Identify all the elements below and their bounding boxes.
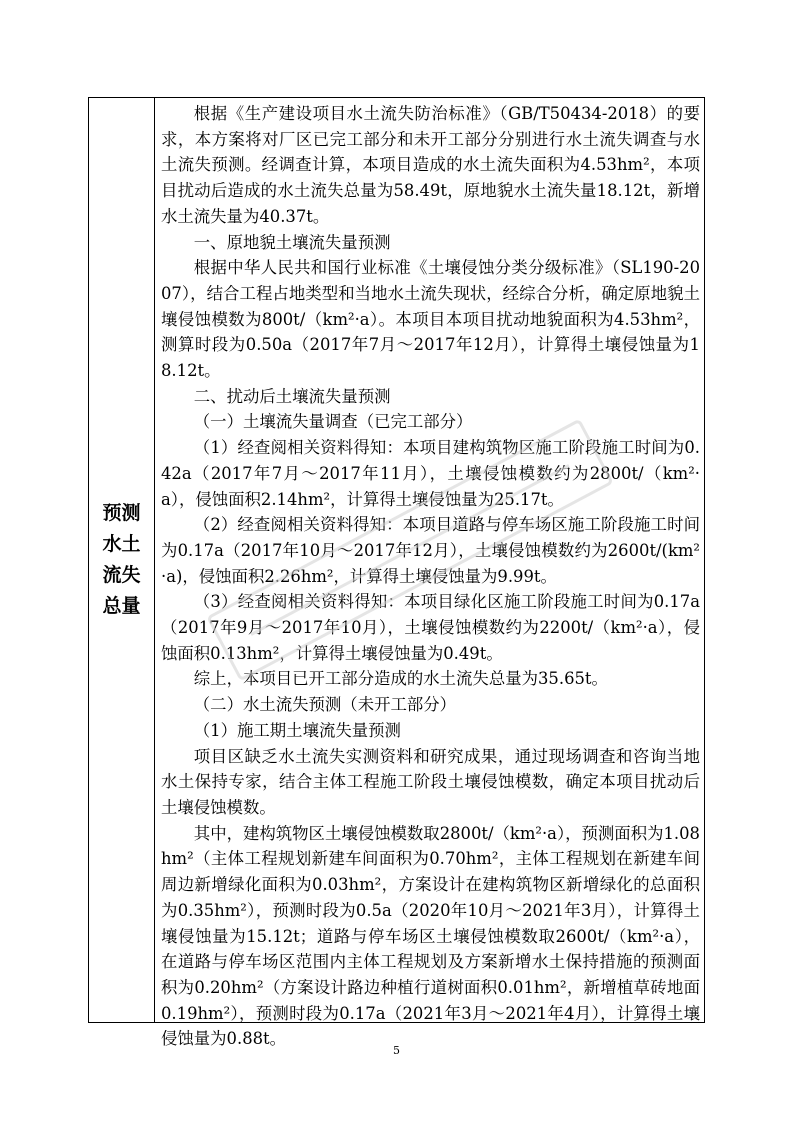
page-number: 5 <box>393 1044 400 1057</box>
paragraph-details: 其中，建构筑物区土壤侵蚀模数取2800t/（km²·a），预测面积为1.08hm²（主体工程规划新建车间面积为0.70hm²，主体工程规划在新建车间周边新增绿化面积为0.03hm²，方案设计在建构筑物区新增绿化的总面积为0.35hm²），预测时段为0.5a（2020年10月～2021年3月），计算得土壤侵蚀量为15.12t；道路与停车场区土壤侵蚀模数取2600t/（km²·a），在道路与停车场区范围内主体工程规划及方案新增水土保持措施的预测面积为0.20hm²（方案设计路边种植行道树面积0.01hm²，新增植草砖地面0.19hm²），预测时段为0.17a（2021年3月～2021年4月），计算得土壤侵蚀量为0.88t。 <box>161 823 700 1049</box>
label-cell <box>89 98 155 1022</box>
paragraph-intro: 根据《生产建设项目水土流失防治标准》（GB/T50434-2018）的要求，本方案将对厂区已完工部分和未开工部分分别进行水土流失调查与水土流失预测。经调查计算，本项目造成的水土流失面积为4.53hm²，本项目扰动后造成的水土流失总量为58.49t，原地貌水土流失量18.12t，新增水土流失量为40.37t。 <box>161 104 700 226</box>
paragraph-summary: 综上，本项目已开工部分造成的水土流失总量为35.65t。 <box>193 669 608 689</box>
paragraph-original-landform: 根据中华人民共和国行业标准《土壤侵蚀分类分级标准》（SL190-2007），结合工程占地类型和当地水土流失现状，经综合分析，确定原地貌土壤侵蚀模数为800t/（km²·a）。本项目本项目扰动地貌面积为4.53hm²，测算时段为0.50a（2017年7月～2017年12月），计算得土壤侵蚀量为18.12t。 <box>161 258 700 381</box>
content-table <box>88 97 705 1049</box>
paragraph-method: 项目区缺乏水土流失实测资料和研究成果，通过现场调查和咨询当地水土保持专家，结合主体工程施工阶段土壤侵蚀模数，确定本项目扰动后土壤侵蚀模数。 <box>161 746 700 817</box>
paragraph-building-area: （1）经查阅相关资料得知：本项目建构筑物区施工阶段施工时间为0.42a（2017年7月～2017年11月），土壤侵蚀模数约为2800t/（km²·a），侵蚀面积2.14hm²，计算得土壤侵蚀量为25.17t。 <box>161 438 700 509</box>
heading-completed-part: （一）土壤流失量调查（已完工部分） <box>193 412 473 432</box>
paragraph-road-parking: （2）经查阅相关资料得知：本项目道路与停车场区施工阶段施工时间为0.17a（2017年10月～2017年12月），土壤侵蚀模数约为2600t/(km²·a)，侵蚀面积2.26hm²，计算得土壤侵蚀量为9.99t。 <box>161 515 700 586</box>
heading-after-disturbance: 二、扰动后土壤流失量预测 <box>193 386 391 406</box>
heading-original-landform: 一、原地貌土壤流失量预测 <box>193 232 391 252</box>
heading-construction-period: （1）施工期土壤流失量预测 <box>193 720 401 740</box>
row-label: 预测水土流失总量 <box>102 502 141 617</box>
heading-unstarted-part: （二）水土流失预测（未开工部分） <box>193 695 457 715</box>
paragraph-greening: （3）经查阅相关资料得知：本项目绿化区施工阶段施工时间为0.17a（2017年9月～2017年10月），土壤侵蚀模数约为2200t/（km²·a），侵蚀面积0.13hm²，计算得土壤侵蚀量为0.49t。 <box>161 592 700 663</box>
content-cell <box>155 98 704 1049</box>
